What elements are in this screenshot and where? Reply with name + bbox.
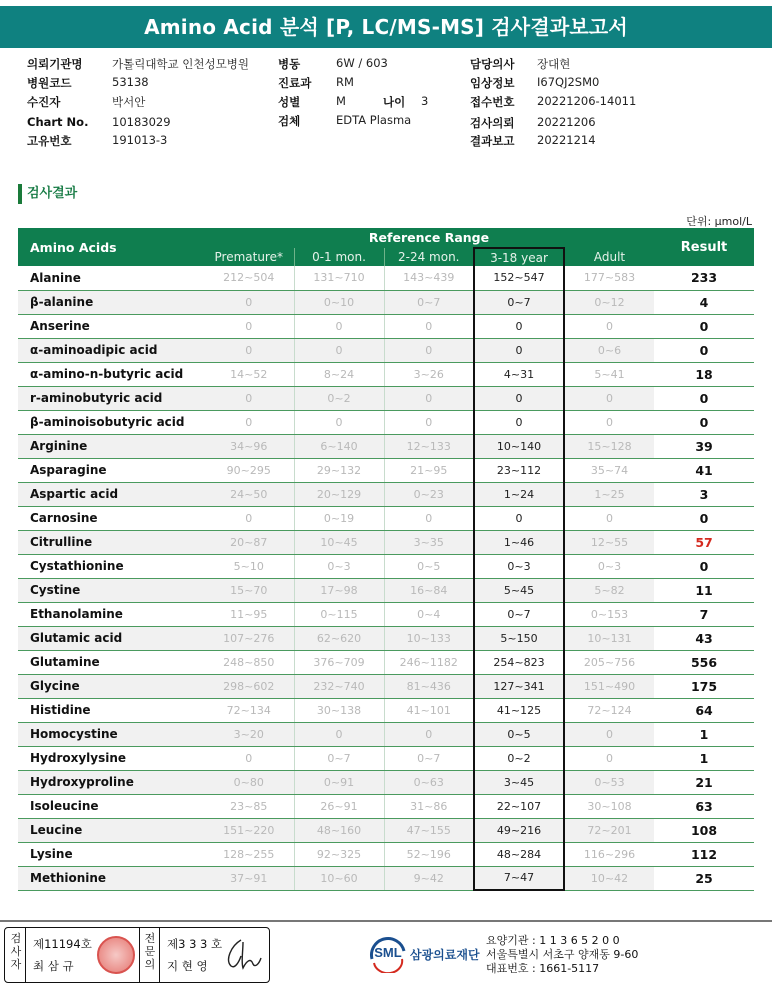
- amino-acid-name: Homocystine: [18, 722, 204, 746]
- range-2-24-mon: 12~133: [384, 434, 474, 458]
- range-2-24-mon: 0: [384, 506, 474, 530]
- info-value: I67QJ2SM0: [537, 75, 600, 89]
- range-2-24-mon: 0~7: [384, 746, 474, 770]
- amino-acid-name: β-alanine: [18, 290, 204, 314]
- range-2-24-mon: 0: [384, 338, 474, 362]
- range-2-24-mon: 21~95: [384, 458, 474, 482]
- range-premature: 0: [204, 746, 294, 770]
- org-line: 요양기관 : 1 1 3 6 5 2 0 0: [486, 934, 620, 947]
- range-0-1-mon: 17~98: [294, 578, 384, 602]
- range-0-1-mon: 131~710: [294, 266, 384, 290]
- range-adult: 205~756: [564, 650, 654, 674]
- range-2-24-mon: 3~26: [384, 362, 474, 386]
- table-row: [18, 698, 754, 722]
- range-premature: 90~295: [204, 458, 294, 482]
- range-0-1-mon: 0~3: [294, 554, 384, 578]
- range-0-1-mon: 0: [294, 722, 384, 746]
- inspector-name: 최 삼 규: [33, 959, 74, 973]
- info-value: 장대현: [537, 57, 571, 71]
- result-value: 63: [654, 794, 754, 818]
- amino-acid-name: Carnosine: [18, 506, 204, 530]
- logo-text: SML: [374, 945, 402, 960]
- range-2-24-mon: 0~63: [384, 770, 474, 794]
- range-0-1-mon: 0~19: [294, 506, 384, 530]
- range-2-24-mon: 3~35: [384, 530, 474, 554]
- inspector-number: 제11194호: [33, 937, 92, 951]
- range-0-1-mon: 48~160: [294, 818, 384, 842]
- range-3-18-year: 41~125: [474, 698, 564, 722]
- table-row: [18, 434, 754, 458]
- range-adult: 1~25: [564, 482, 654, 506]
- unit-label: 단위: μmol/L: [686, 215, 752, 228]
- range-adult: 0~3: [564, 554, 654, 578]
- subheader-0-1-mon: 0-1 mon.: [294, 248, 384, 266]
- range-3-18-year: 0~7: [474, 290, 564, 314]
- table-row: [18, 602, 754, 626]
- range-3-18-year: 49~216: [474, 818, 564, 842]
- info-label: 병동: [278, 57, 301, 71]
- range-2-24-mon: 0: [384, 386, 474, 410]
- range-premature: 107~276: [204, 626, 294, 650]
- range-adult: 10~131: [564, 626, 654, 650]
- range-adult: 177~583: [564, 266, 654, 290]
- info-label: 진료과: [278, 76, 312, 90]
- header-reference-range: Reference Range: [204, 228, 654, 248]
- org-name: 삼광의료재단: [410, 948, 480, 962]
- range-premature: 0: [204, 410, 294, 434]
- result-value: 0: [654, 338, 754, 362]
- range-0-1-mon: 29~132: [294, 458, 384, 482]
- org-info: [486, 934, 638, 976]
- result-value: 57: [654, 530, 754, 554]
- table-row: [18, 338, 754, 362]
- amino-acid-name: Methionine: [18, 866, 204, 890]
- range-adult: 0: [564, 506, 654, 530]
- table-row: [18, 458, 754, 482]
- range-3-18-year: 0: [474, 338, 564, 362]
- amino-acid-name: Cystine: [18, 578, 204, 602]
- range-0-1-mon: 30~138: [294, 698, 384, 722]
- range-adult: 35~74: [564, 458, 654, 482]
- info-label: 수진자: [27, 95, 61, 109]
- amino-acid-name: Anserine: [18, 314, 204, 338]
- range-adult: 151~490: [564, 674, 654, 698]
- table-row: [18, 818, 754, 842]
- result-value: 1: [654, 746, 754, 770]
- range-2-24-mon: 41~101: [384, 698, 474, 722]
- range-adult: 0~53: [564, 770, 654, 794]
- range-2-24-mon: 81~436: [384, 674, 474, 698]
- range-3-18-year: 0~3: [474, 554, 564, 578]
- result-value: 0: [654, 386, 754, 410]
- table-row: [18, 362, 754, 386]
- org-line: 대표번호 : 1661-5117: [486, 962, 600, 975]
- info-value: 가톨릭대학교 인천성모병원: [112, 57, 249, 71]
- table-row: [18, 482, 754, 506]
- header-result: Result: [654, 228, 754, 266]
- info-value: 20221214: [537, 133, 596, 147]
- range-adult: 0: [564, 386, 654, 410]
- amino-acid-name: Lysine: [18, 842, 204, 866]
- range-adult: 0: [564, 314, 654, 338]
- range-0-1-mon: 20~129: [294, 482, 384, 506]
- range-adult: 0~153: [564, 602, 654, 626]
- info-label: Chart No.: [27, 115, 89, 129]
- result-value: 233: [654, 266, 754, 290]
- amino-acid-name: Glutamine: [18, 650, 204, 674]
- info-label: 담당의사: [470, 57, 515, 71]
- range-3-18-year: 127~341: [474, 674, 564, 698]
- range-0-1-mon: 10~45: [294, 530, 384, 554]
- signature-icon: [223, 936, 263, 974]
- amino-acid-name: Asparagine: [18, 458, 204, 482]
- range-premature: 11~95: [204, 602, 294, 626]
- amino-acid-name: β-aminoisobutyric acid: [18, 410, 204, 434]
- range-adult: 0~6: [564, 338, 654, 362]
- range-3-18-year: 0: [474, 386, 564, 410]
- info-value: 10183029: [112, 115, 171, 129]
- subheader-3-18-year: 3-18 year: [474, 248, 564, 266]
- range-premature: 72~134: [204, 698, 294, 722]
- range-0-1-mon: 10~60: [294, 866, 384, 890]
- table-row: [18, 650, 754, 674]
- range-2-24-mon: 10~133: [384, 626, 474, 650]
- inspector-seal-icon: [97, 936, 135, 974]
- range-3-18-year: 1~24: [474, 482, 564, 506]
- result-value: 7: [654, 602, 754, 626]
- table-row: [18, 290, 754, 314]
- age-label: 나이: [383, 95, 406, 109]
- range-2-24-mon: 0~23: [384, 482, 474, 506]
- range-2-24-mon: 16~84: [384, 578, 474, 602]
- range-0-1-mon: 0~10: [294, 290, 384, 314]
- range-adult: 116~296: [564, 842, 654, 866]
- result-value: 0: [654, 314, 754, 338]
- range-adult: 30~108: [564, 794, 654, 818]
- range-2-24-mon: 47~155: [384, 818, 474, 842]
- table-row: [18, 554, 754, 578]
- info-label: 결과보고: [470, 134, 515, 148]
- range-adult: 10~42: [564, 866, 654, 890]
- table-row: [18, 746, 754, 770]
- table-row: [18, 266, 754, 290]
- range-2-24-mon: 0~5: [384, 554, 474, 578]
- range-3-18-year: 0~7: [474, 602, 564, 626]
- org-line: 서울특별시 서초구 양재동 9-60: [486, 948, 639, 961]
- result-value: 39: [654, 434, 754, 458]
- amino-acid-name: Hydroxylysine: [18, 746, 204, 770]
- result-value: 41: [654, 458, 754, 482]
- result-value: 64: [654, 698, 754, 722]
- range-premature: 37~91: [204, 866, 294, 890]
- range-premature: 128~255: [204, 842, 294, 866]
- range-adult: 0: [564, 746, 654, 770]
- range-premature: 212~504: [204, 266, 294, 290]
- result-value: 108: [654, 818, 754, 842]
- amino-acid-name: Glutamic acid: [18, 626, 204, 650]
- table-row: [18, 578, 754, 602]
- range-3-18-year: 0: [474, 314, 564, 338]
- result-value: 0: [654, 410, 754, 434]
- range-premature: 24~50: [204, 482, 294, 506]
- result-value: 4: [654, 290, 754, 314]
- info-label: 의뢰기관명: [27, 57, 83, 71]
- amino-acid-name: Glycine: [18, 674, 204, 698]
- range-3-18-year: 1~46: [474, 530, 564, 554]
- info-value: RM: [336, 75, 354, 89]
- range-adult: 72~201: [564, 818, 654, 842]
- range-adult: 12~55: [564, 530, 654, 554]
- range-3-18-year: 22~107: [474, 794, 564, 818]
- range-0-1-mon: 232~740: [294, 674, 384, 698]
- amino-acid-name: Alanine: [18, 266, 204, 290]
- info-label: 검체: [278, 114, 301, 128]
- result-value: 11: [654, 578, 754, 602]
- amino-acid-name: Leucine: [18, 818, 204, 842]
- range-3-18-year: 5~45: [474, 578, 564, 602]
- result-value: 43: [654, 626, 754, 650]
- range-3-18-year: 0~2: [474, 746, 564, 770]
- table-row: [18, 722, 754, 746]
- result-value: 556: [654, 650, 754, 674]
- range-2-24-mon: 246~1182: [384, 650, 474, 674]
- range-2-24-mon: 31~86: [384, 794, 474, 818]
- range-3-18-year: 4~31: [474, 362, 564, 386]
- signature-box: [4, 927, 270, 983]
- info-value: 20221206: [537, 115, 596, 129]
- result-value: 112: [654, 842, 754, 866]
- amino-acid-name: Histidine: [18, 698, 204, 722]
- amino-acid-name: Citrulline: [18, 530, 204, 554]
- amino-acid-name: Isoleucine: [18, 794, 204, 818]
- info-value: M: [336, 94, 346, 108]
- result-value: 21: [654, 770, 754, 794]
- info-value: EDTA Plasma: [336, 113, 412, 127]
- range-0-1-mon: 0: [294, 338, 384, 362]
- range-2-24-mon: 0: [384, 722, 474, 746]
- range-adult: 72~124: [564, 698, 654, 722]
- subheader-premature: Premature*: [204, 248, 294, 266]
- range-adult: 15~128: [564, 434, 654, 458]
- result-value: 0: [654, 506, 754, 530]
- range-0-1-mon: 376~709: [294, 650, 384, 674]
- amino-acid-name: α-amino-n-butyric acid: [18, 362, 204, 386]
- range-3-18-year: 5~150: [474, 626, 564, 650]
- range-0-1-mon: 0: [294, 314, 384, 338]
- range-premature: 23~85: [204, 794, 294, 818]
- result-value: 25: [654, 866, 754, 890]
- info-value: 53138: [112, 75, 149, 89]
- range-0-1-mon: 92~325: [294, 842, 384, 866]
- amino-acid-name: Ethanolamine: [18, 602, 204, 626]
- range-0-1-mon: 0~2: [294, 386, 384, 410]
- range-0-1-mon: 6~140: [294, 434, 384, 458]
- range-adult: 0: [564, 410, 654, 434]
- age-value: 3: [421, 94, 429, 108]
- range-premature: 14~52: [204, 362, 294, 386]
- sml-logo-icon: [368, 933, 408, 973]
- range-3-18-year: 3~45: [474, 770, 564, 794]
- range-premature: 298~602: [204, 674, 294, 698]
- header-amino-acids: Amino Acids: [18, 228, 204, 266]
- approver-vertical-label: 전문의: [144, 932, 156, 971]
- result-value: 0: [654, 554, 754, 578]
- range-premature: 20~87: [204, 530, 294, 554]
- range-3-18-year: 23~112: [474, 458, 564, 482]
- range-0-1-mon: 62~620: [294, 626, 384, 650]
- report-title: Amino Acid 분석 [P, LC/MS-MS] 검사결과보고서: [0, 6, 772, 48]
- range-0-1-mon: 0~7: [294, 746, 384, 770]
- range-0-1-mon: 0: [294, 410, 384, 434]
- table-row: [18, 410, 754, 434]
- range-adult: 0~12: [564, 290, 654, 314]
- info-label: 접수번호: [470, 95, 515, 109]
- amino-acid-name: Aspartic acid: [18, 482, 204, 506]
- range-premature: 0: [204, 290, 294, 314]
- range-0-1-mon: 8~24: [294, 362, 384, 386]
- result-value: 175: [654, 674, 754, 698]
- info-value: 6W / 603: [336, 56, 388, 70]
- table-row: [18, 794, 754, 818]
- range-premature: 0: [204, 314, 294, 338]
- range-premature: 0: [204, 386, 294, 410]
- range-3-18-year: 48~284: [474, 842, 564, 866]
- table-row: [18, 770, 754, 794]
- range-premature: 34~96: [204, 434, 294, 458]
- result-value: 18: [654, 362, 754, 386]
- range-0-1-mon: 26~91: [294, 794, 384, 818]
- result-value: 1: [654, 722, 754, 746]
- table-row: [18, 626, 754, 650]
- table-row: [18, 506, 754, 530]
- info-label: 고유번호: [27, 134, 72, 148]
- range-2-24-mon: 0: [384, 314, 474, 338]
- range-premature: 151~220: [204, 818, 294, 842]
- amino-acid-name: r-aminobutyric acid: [18, 386, 204, 410]
- range-2-24-mon: 52~196: [384, 842, 474, 866]
- section-title: 검사결과: [18, 184, 77, 204]
- range-3-18-year: 254~823: [474, 650, 564, 674]
- range-3-18-year: 10~140: [474, 434, 564, 458]
- range-premature: 0: [204, 338, 294, 362]
- range-premature: 15~70: [204, 578, 294, 602]
- table-row: [18, 866, 754, 890]
- range-3-18-year: 7~47: [474, 866, 564, 890]
- table-row: [18, 674, 754, 698]
- range-premature: 0~80: [204, 770, 294, 794]
- approver-number: 제3 3 3 호: [167, 937, 223, 951]
- table-row: [18, 530, 754, 554]
- range-premature: 5~10: [204, 554, 294, 578]
- range-2-24-mon: 143~439: [384, 266, 474, 290]
- range-2-24-mon: 0~4: [384, 602, 474, 626]
- subheader-adult: Adult: [564, 248, 654, 266]
- amino-acid-name: Hydroxyproline: [18, 770, 204, 794]
- table-row: [18, 842, 754, 866]
- range-0-1-mon: 0~115: [294, 602, 384, 626]
- range-adult: 5~41: [564, 362, 654, 386]
- result-value: 3: [654, 482, 754, 506]
- info-value: 191013-3: [112, 133, 168, 147]
- range-3-18-year: 152~547: [474, 266, 564, 290]
- approver-name: 지 현 영: [167, 959, 208, 973]
- range-adult: 5~82: [564, 578, 654, 602]
- info-label: 병원코드: [27, 76, 72, 90]
- results-table: [18, 228, 754, 891]
- range-2-24-mon: 9~42: [384, 866, 474, 890]
- range-adult: 0: [564, 722, 654, 746]
- info-value: 박서안: [112, 95, 146, 109]
- info-value: 20221206-14011: [537, 94, 637, 108]
- table-row: [18, 386, 754, 410]
- info-label: 임상정보: [470, 76, 515, 90]
- range-premature: 3~20: [204, 722, 294, 746]
- amino-acid-name: Arginine: [18, 434, 204, 458]
- amino-acid-name: Cystathionine: [18, 554, 204, 578]
- inspector-vertical-label: 검사자: [10, 932, 22, 971]
- footer-divider: [0, 920, 772, 922]
- range-0-1-mon: 0~91: [294, 770, 384, 794]
- table-row: [18, 314, 754, 338]
- range-premature: 248~850: [204, 650, 294, 674]
- subheader-2-24-mon: 2-24 mon.: [384, 248, 474, 266]
- range-2-24-mon: 0~7: [384, 290, 474, 314]
- info-label: 검사의뢰: [470, 116, 515, 130]
- range-3-18-year: 0: [474, 410, 564, 434]
- range-3-18-year: 0~5: [474, 722, 564, 746]
- amino-acid-name: α-aminoadipic acid: [18, 338, 204, 362]
- results-body: [18, 266, 754, 890]
- range-2-24-mon: 0: [384, 410, 474, 434]
- info-label: 성별: [278, 95, 301, 109]
- range-premature: 0: [204, 506, 294, 530]
- range-3-18-year: 0: [474, 506, 564, 530]
